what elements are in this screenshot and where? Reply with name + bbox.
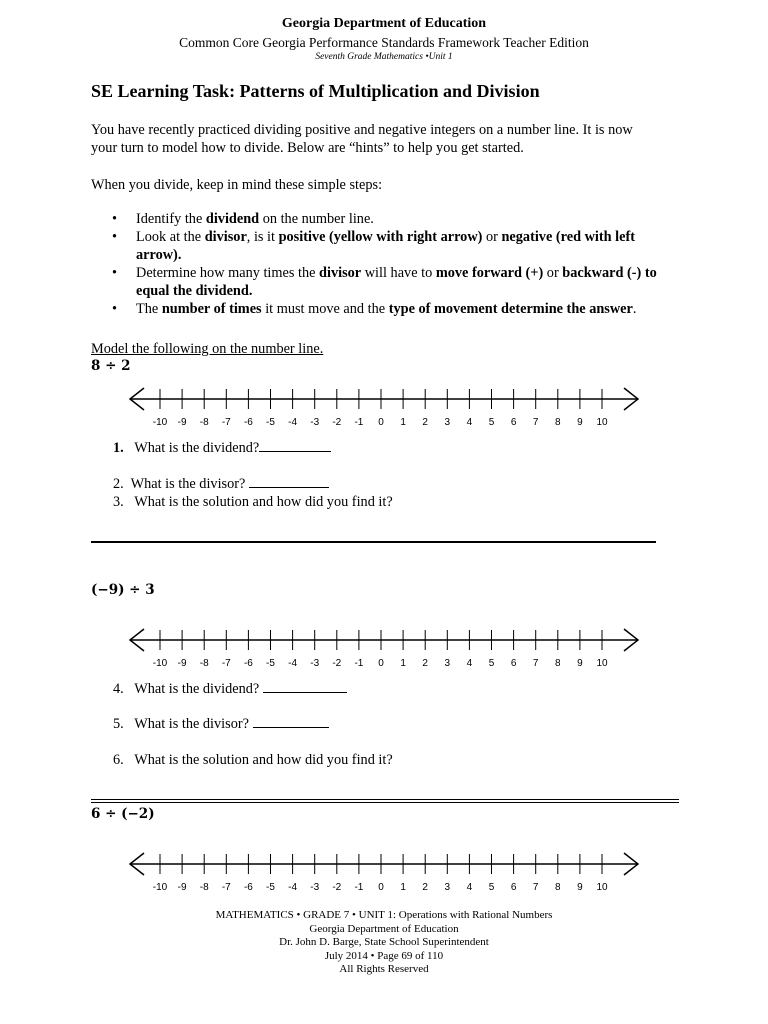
step-item: • Look at the divisor, is it positive (yellow with right arrow) or negative (red with left arrow).	[110, 228, 680, 264]
tick-label: 3	[444, 882, 451, 893]
question-1: 1. What is the dividend?	[113, 439, 331, 457]
header-unit: Seventh Grade Mathematics •Unit 1	[315, 52, 453, 62]
footer-line-2: Georgia Department of Education	[309, 922, 459, 935]
intro-paragraph	[91, 121, 691, 157]
footer	[0, 909, 768, 977]
expression-1: 8 ÷ 2	[91, 358, 131, 374]
tick-label: 7	[532, 882, 539, 893]
tick-label: 10	[596, 417, 608, 428]
tick-label: 0	[378, 658, 384, 669]
answer-blank-5[interactable]	[253, 715, 329, 728]
tick-label: 10	[596, 882, 608, 893]
tick-label: -1	[354, 417, 364, 428]
footer-line-1: MATHEMATICS • GRADE 7 • UNIT 1: Operations with Rational Numbers	[215, 909, 553, 921]
tick-label: 1	[400, 658, 406, 669]
task-title: SE Learning Task: Patterns of Multiplication and Division	[91, 81, 540, 101]
tick-label: -2	[332, 658, 342, 669]
answer-blank-1[interactable]	[259, 439, 331, 452]
tick-label: -7	[221, 417, 231, 428]
tick-label: 4	[466, 417, 473, 428]
steps-intro: When you divide, keep in mind these simple steps:	[91, 177, 383, 193]
footer-line-4: July 2014 • Page 69 of 110	[324, 949, 444, 962]
tick-label: -3	[310, 658, 320, 669]
tick-label: 6	[510, 882, 517, 893]
expression-2: (−9) ÷ 3	[91, 582, 155, 598]
tick-label: -5	[266, 658, 275, 669]
tick-label: 9	[577, 658, 583, 669]
step-item: • The number of times it must move and the type of movement determine the answer.	[110, 300, 680, 318]
tick-label: -8	[199, 658, 209, 669]
tick-label: -3	[310, 417, 320, 428]
tick-label: -6	[243, 882, 253, 893]
tick-label: -1	[354, 658, 364, 669]
question-6: 6. What is the solution and how did you find it?	[113, 752, 393, 768]
tick-label: 1	[400, 882, 406, 893]
tick-label: 9	[577, 417, 583, 428]
expression-3: 6 ÷ (−2)	[91, 806, 155, 822]
tick-label: 0	[378, 882, 384, 893]
tick-label: 1	[400, 417, 406, 428]
tick-label: -7	[221, 882, 231, 893]
tick-label: -9	[177, 882, 187, 893]
number-line-1[interactable]	[124, 380, 644, 430]
tick-label: 2	[422, 658, 428, 669]
question-5: 5. What is the divisor?	[113, 715, 329, 733]
question-4: 4. What is the dividend?	[113, 680, 347, 698]
tick-label: -3	[310, 882, 320, 893]
tick-label: 8	[555, 882, 561, 893]
intro-line-1: You have recently practiced dividing positive and negative integers on a number line. It is now	[91, 122, 633, 138]
tick-label: -4	[288, 417, 298, 428]
tick-label: -10	[152, 882, 168, 893]
tick-label: -6	[243, 658, 253, 669]
answer-line-3[interactable]	[91, 541, 656, 543]
footer-line-5: All Rights Reserved	[339, 963, 429, 975]
number-line-3[interactable]	[124, 845, 644, 895]
tick-label: -10	[152, 417, 168, 428]
tick-label: 9	[577, 882, 583, 893]
tick-label: -6	[243, 417, 253, 428]
number-line-2[interactable]	[124, 621, 644, 671]
step-item: • Determine how many times the divisor will have to move forward (+) or backward (-) to equal the dividend.	[110, 264, 680, 300]
header-subtitle: Common Core Georgia Performance Standards Framework Teacher Edition	[179, 35, 589, 50]
tick-label: -10	[152, 658, 168, 669]
tick-label: -5	[266, 417, 275, 428]
tick-label: -5	[266, 882, 275, 893]
question-2: 2. What is the divisor?	[113, 475, 329, 493]
step-item: • Identify the dividend on the number line.	[110, 210, 680, 228]
tick-label: -2	[332, 882, 342, 893]
tick-label: 5	[488, 417, 495, 428]
tick-label: -9	[177, 417, 187, 428]
tick-label: 8	[555, 417, 561, 428]
tick-label: 3	[444, 658, 451, 669]
tick-label: 7	[532, 658, 539, 669]
tick-label: 5	[488, 658, 495, 669]
tick-label: 7	[532, 417, 539, 428]
tick-label: 2	[422, 882, 428, 893]
tick-label: 3	[444, 417, 451, 428]
tick-label: -4	[288, 658, 298, 669]
tick-label: 4	[466, 882, 473, 893]
tick-label: -1	[354, 882, 364, 893]
tick-label: -9	[177, 658, 187, 669]
tick-label: -8	[199, 882, 209, 893]
answer-blank-4[interactable]	[263, 680, 347, 693]
tick-label: -7	[221, 658, 231, 669]
tick-label: 10	[596, 658, 608, 669]
tick-label: 6	[510, 417, 517, 428]
answer-line-6b[interactable]	[91, 802, 679, 803]
steps-list	[110, 210, 680, 318]
intro-line-2: your turn to model how to divide. Below are “hints” to help you get started.	[91, 140, 524, 156]
tick-label: -4	[288, 882, 298, 893]
answer-blank-2[interactable]	[249, 475, 329, 488]
tick-label: 4	[466, 658, 473, 669]
tick-label: 8	[555, 658, 561, 669]
tick-label: 5	[488, 882, 495, 893]
tick-label: 6	[510, 658, 517, 669]
answer-line-6a[interactable]	[91, 799, 679, 800]
model-instruction: Model the following on the number line.	[91, 341, 324, 357]
tick-label: -2	[332, 417, 342, 428]
header-title: Georgia Department of Education	[281, 16, 487, 31]
question-3: 3. What is the solution and how did you find it?	[113, 494, 393, 510]
tick-label: 2	[422, 417, 428, 428]
tick-label: 0	[378, 417, 384, 428]
footer-line-3: Dr. John D. Barge, State School Superintendent	[279, 936, 489, 948]
tick-label: -8	[199, 417, 209, 428]
